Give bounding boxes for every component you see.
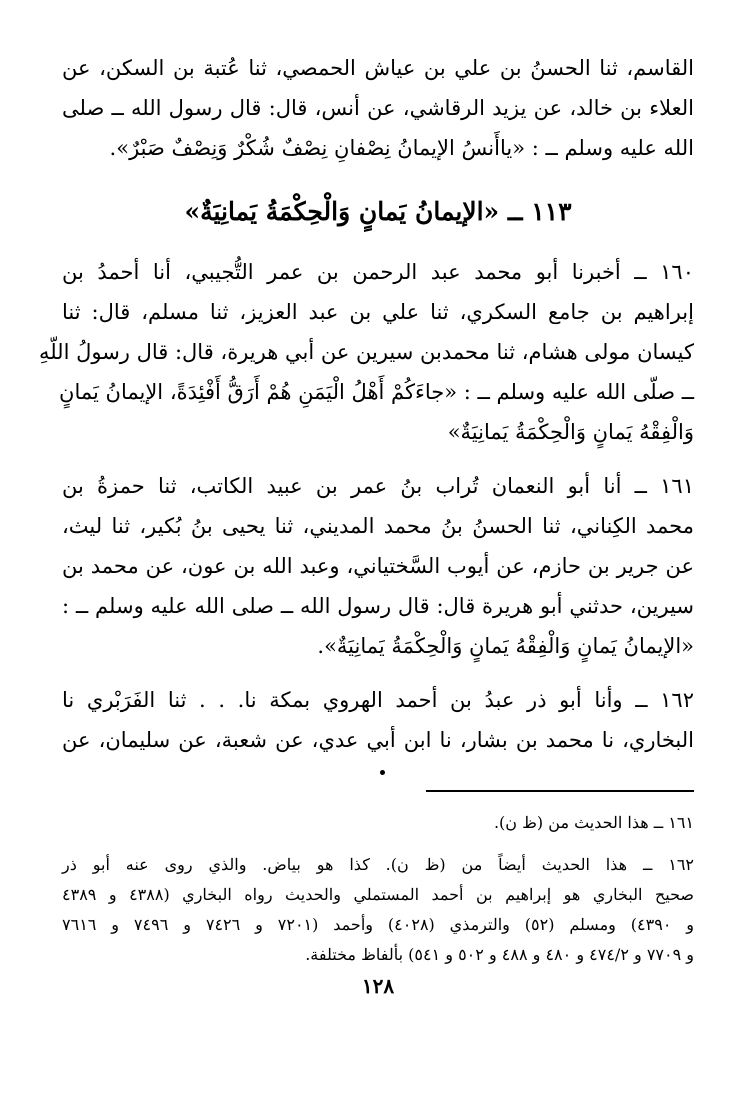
page-number: ١٢٨ bbox=[361, 974, 395, 998]
text-line: وَالْفِقْهُ يَمانٍ وَالْحِكْمَةُ يَمانِيَةٌ» bbox=[447, 420, 694, 444]
text-line: الله عليه وسلم ــ : «ياأَنسُ الإيمانُ نِصْفانِ نِصْفٌ شُكْرٌ وَنِصْفٌ صَبْرٌ». bbox=[109, 136, 694, 160]
footnote-162-line: و ٧٧٠٩ و ٤٧٤/٢ و ٤٨٠ و ٤٨٨ و ٥٠٢ و ٥٤١) بألفاظ مختلفة. bbox=[305, 945, 694, 964]
footnote-161: ١٦١ ــ هذا الحديث من (ظ ن). bbox=[493, 813, 694, 832]
footnote-162-line: ١٦٢ ــ هذا الحديث أيضاً من (ظ ن). كذا هو بياض. والذي روى عنه أبو ذر bbox=[62, 855, 694, 874]
hadith-162-paragraph bbox=[62, 680, 694, 760]
text-line: ــ صلّى الله عليه وسلم ــ : «جاءَكُمْ أَهْلُ الْيَمَنِ هُمْ أَرَقُّ أَفْئِدَةً، الإيمانُ يَمانٍ bbox=[59, 380, 694, 404]
hadith-160-paragraph bbox=[38, 252, 694, 452]
text-line: ١٦١ ــ أنا أبو النعمان تُراب بنُ عمر بن عبيد الكاتب، ثنا حمزةُ بن bbox=[62, 474, 694, 498]
footnote-rule bbox=[426, 790, 694, 792]
chapter-heading: ١١٣ ــ «الإيمانُ يَمانٍ وَالْحِكْمَةُ يَمانِيَةٌ» bbox=[184, 197, 572, 226]
text-line: سيرين، حدثني أبو هريرة قال: قال رسول الله ــ صلى الله عليه وسلم ــ : bbox=[62, 594, 694, 618]
text-line: ١٦٢ ــ وأنا أبو ذر عبدُ بن أحمد الهروي بمكة نا. . . ثنا الفَرَبْري نا bbox=[62, 688, 694, 712]
footnote-gap bbox=[62, 838, 694, 850]
text-line: كيسان مولى هشام، ثنا محمدبن سيرين عن أبي هريرة، قال: قال رسولُ اللّهِ bbox=[38, 340, 694, 364]
text-line: عن جرير بن حازم، عن أيوب السَّختياني، وعبد الله بن عون، عن محمد بن bbox=[62, 554, 694, 578]
footnote-separator bbox=[62, 790, 694, 792]
book-page bbox=[38, 48, 695, 998]
intro-paragraph bbox=[62, 48, 694, 168]
text-line: محمد الكِناني، ثنا الحسنُ بنُ محمد المديني، ثنا يحيى بنُ بُكير، ثنا ليث، bbox=[62, 514, 694, 538]
ink-dot bbox=[380, 770, 385, 775]
footnote-162-line: صحيح البخاري هو إبراهيم بن أحمد المستملي والحديث رواه البخاري (٤٣٨٨ و ٤٣٨٩ bbox=[62, 885, 694, 904]
text-line: البخاري، نا محمد بن بشار، نا ابن أبي عدي، عن شعبة، عن سليمان، عن bbox=[62, 728, 694, 752]
text-line: القاسم، ثنا الحسنُ بن علي بن عياش الحمصي، ثنا عُتبة بن السكن، عن bbox=[62, 56, 694, 80]
footnotes bbox=[62, 808, 694, 970]
text-line: ١٦٠ ــ أخبرنا أبو محمد عبد الرحمن بن عمر التُّجيبي، أنا أحمدُ بن bbox=[62, 260, 694, 284]
hadith-161-paragraph bbox=[62, 466, 694, 666]
text-line: العلاء بن خالد، عن يزيد الرقاشي، عن أنس، قال: قال رسول الله ــ صلى bbox=[62, 96, 694, 120]
footnote-162-line: و ٤٣٩٠) ومسلم (٥٢) والترمذي (٤٠٢٨) وأحمد (٧٢٠١ و ٧٤٢٦ و ٧٤٩٦ و ٧٦١٦ bbox=[62, 915, 695, 934]
text-line: إبراهيم بن جامع السكري، ثنا علي بن عبد العزيز، ثنا مسلم، قال: ثنا bbox=[62, 300, 694, 324]
text-line: «الإيمانُ يَمانٍ وَالْفِقْهُ يَمانٍ وَالْحِكْمَةُ يَمانِيَةٌ». bbox=[317, 634, 694, 658]
